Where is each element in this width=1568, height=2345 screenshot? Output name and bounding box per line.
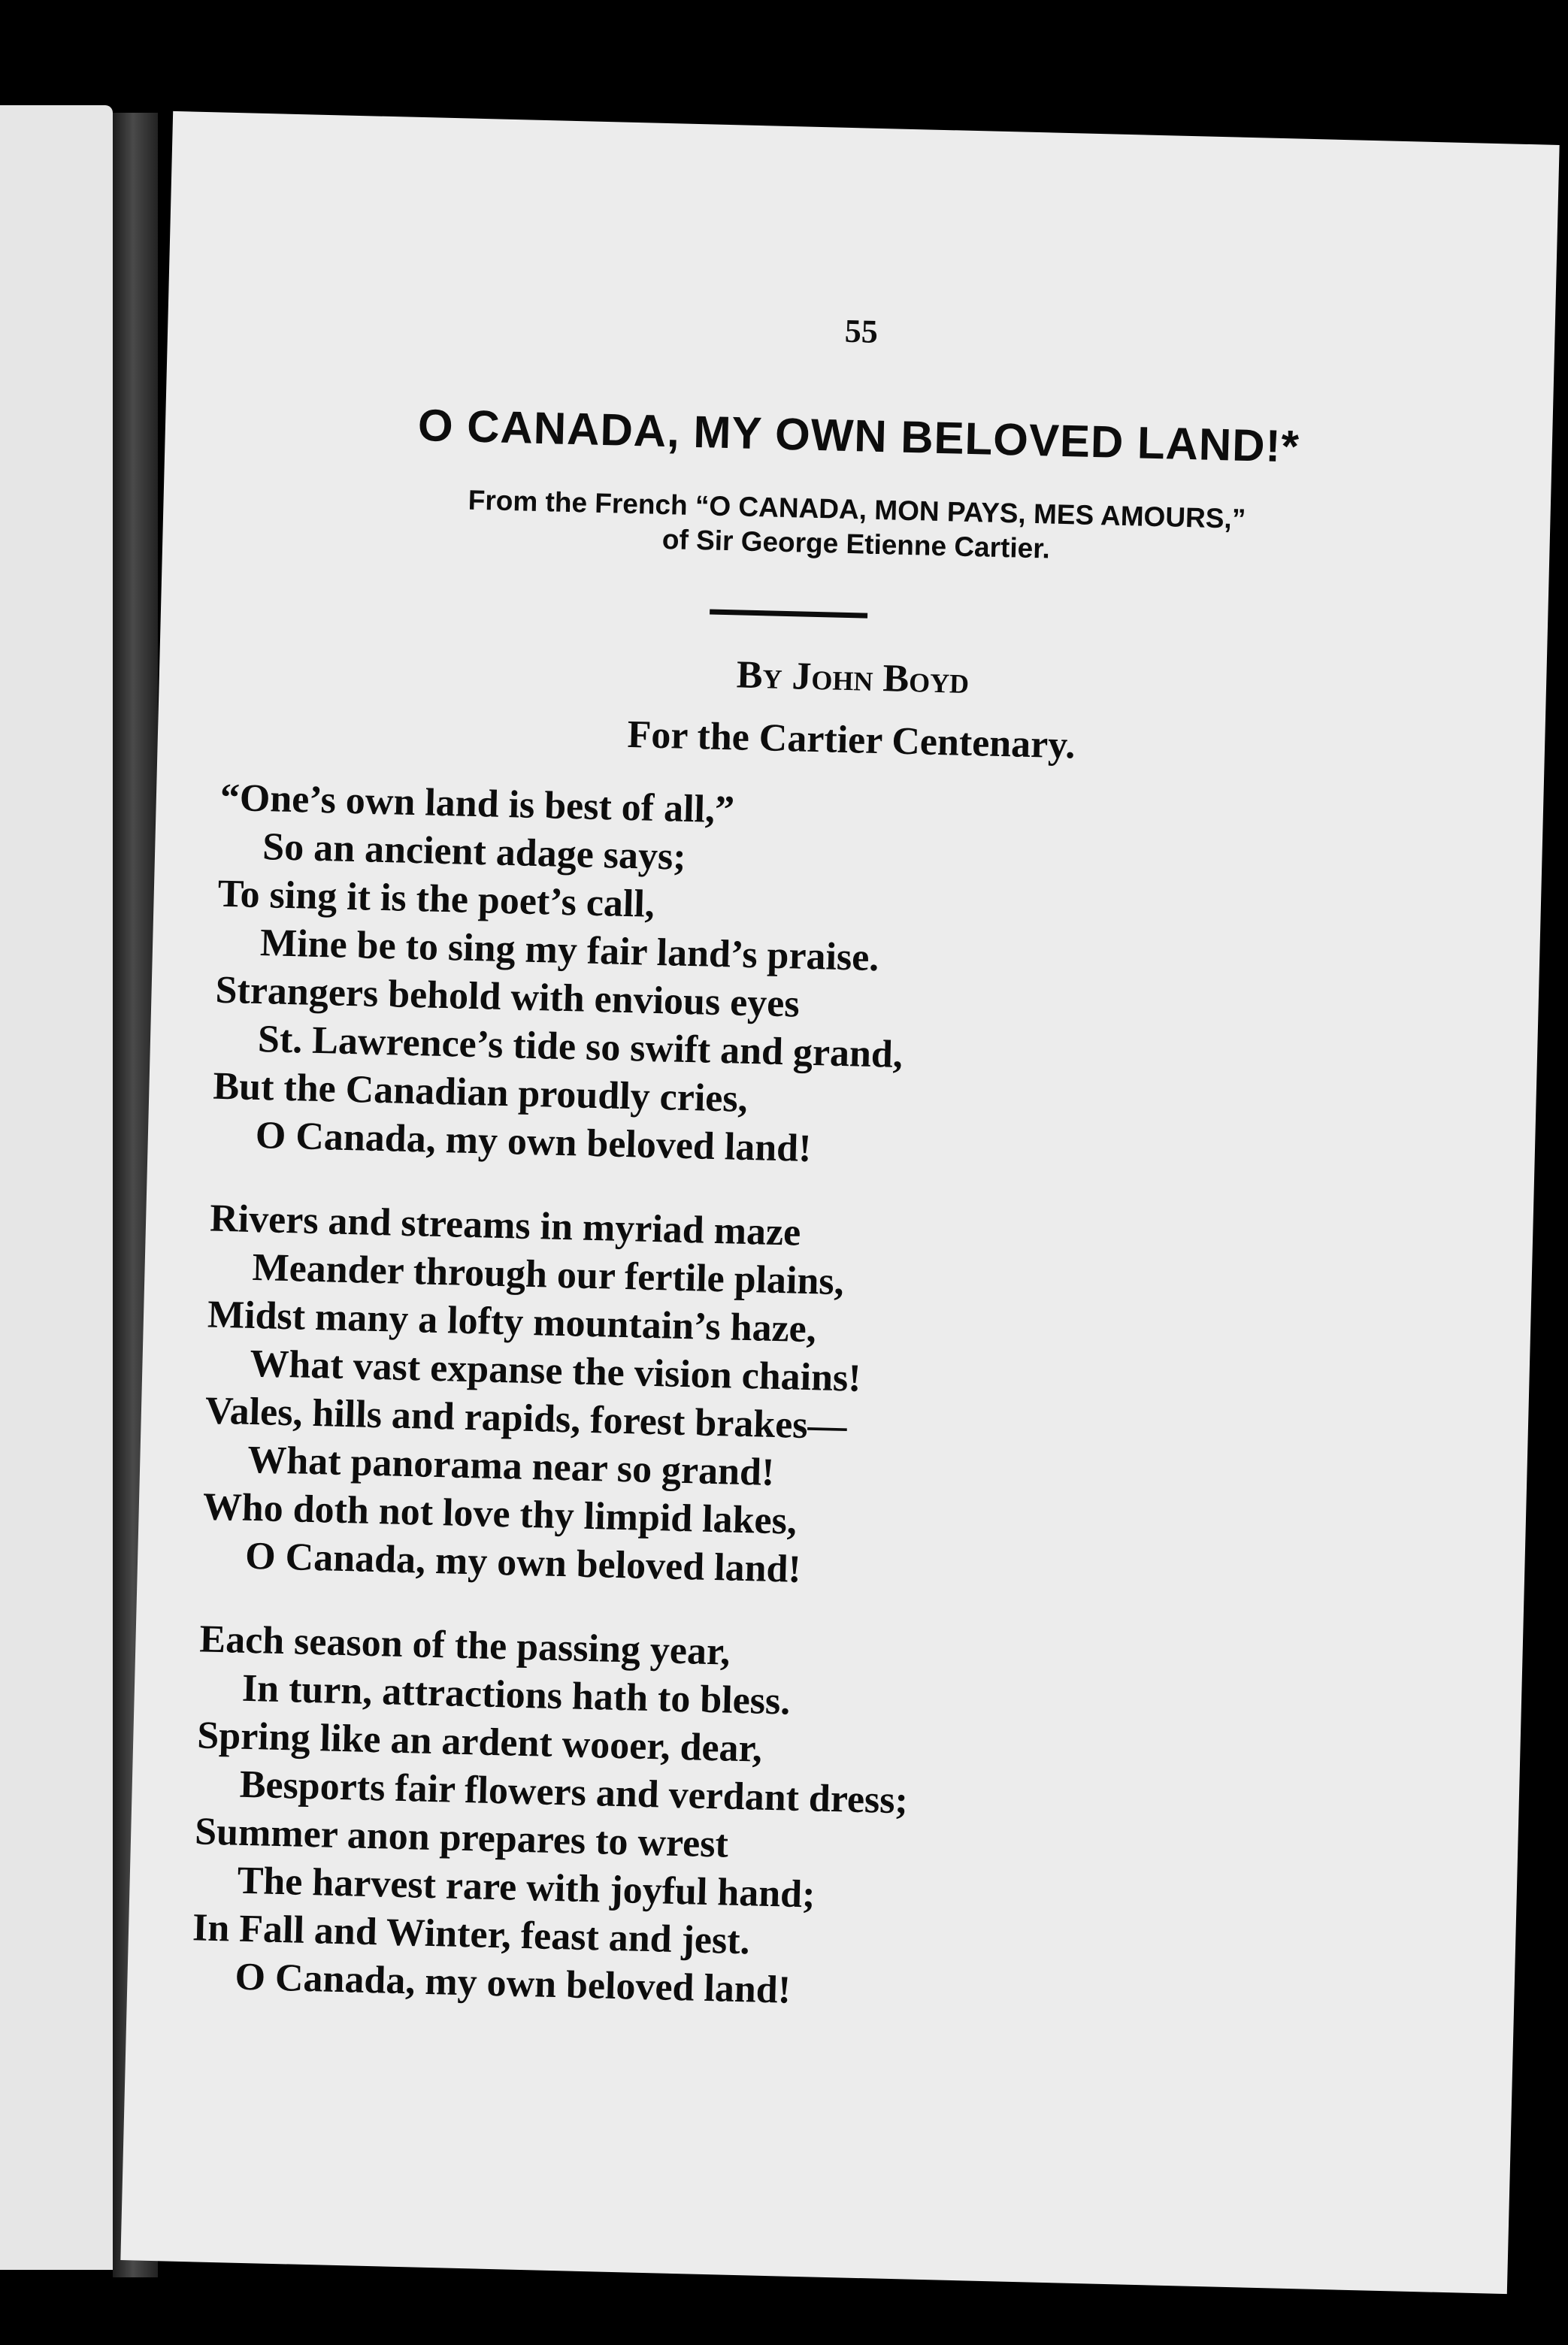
verse-line: In Fall and Winter, feast and jest.: [192, 1906, 751, 1963]
divider-rule: [710, 610, 867, 619]
verse-line: Strangers behold with envious eyes: [214, 968, 801, 1026]
verse-line: Midst many a lofty mountain’s haze,: [207, 1293, 817, 1351]
poem-stanza: [211, 774, 1498, 1190]
verse-line: But the Canadian proudly cries,: [212, 1064, 749, 1121]
author-byline: By John Boyd: [736, 653, 970, 702]
page-number: 55: [844, 312, 879, 350]
verse-line: Meander through our fertile plains,: [251, 1245, 845, 1304]
verse-line: So an ancient adage says;: [262, 825, 687, 879]
verse-line: Each season of the passing year,: [198, 1617, 731, 1674]
verse-line: Mine be to sing my fair land’s praise.: [259, 921, 880, 980]
verse-line: Rivers and streams in myriad maze: [209, 1197, 801, 1254]
book-page: [120, 111, 1559, 2294]
poem-title: O CANADA, MY OWN BELOVED LAND!*: [417, 399, 1300, 472]
verse-line: Vales, hills and rapids, forest brakes—: [204, 1389, 848, 1448]
source-note: [162, 476, 1551, 579]
verse-line: To sing it is the poet’s call,: [217, 872, 655, 926]
poem-stanza: [201, 1195, 1488, 1611]
verse-line: Besports fair flowers and verdant dress;: [239, 1763, 909, 1823]
verse-line: Who doth not love thy limpid lakes,: [202, 1485, 798, 1543]
occasion-subtitle: For the Cartier Centenary.: [626, 713, 1076, 767]
verse-line: St. Lawrence’s tide so swift and grand,: [257, 1018, 904, 1076]
verse-line: Spring like an ardent wooer, dear,: [196, 1714, 763, 1771]
left-page-edge: [0, 105, 113, 2270]
verse-line: The harvest rare with joyful hand;: [237, 1859, 816, 1917]
verse-line: What panorama near so grand!: [247, 1438, 775, 1494]
verse-line: O Canada, my own beloved land!: [255, 1113, 813, 1171]
poem-stanza: [191, 1615, 1478, 2031]
verse-line: “One’s own land is best of all,”: [219, 776, 735, 832]
verse-line: O Canada, my own beloved land!: [234, 1955, 792, 2012]
source-note-line: of Sir George Etienne Cartier.: [661, 523, 1051, 564]
verse-line: Summer anon prepares to wrest: [194, 1810, 729, 1866]
verse-line: In turn, attractions hath to bless.: [241, 1666, 791, 1723]
verse-line: O Canada, my own beloved land!: [244, 1534, 802, 1591]
source-note-line: From the French “O CANADA, MON PAYS, MES AMOURS,”: [468, 484, 1246, 534]
verse-line: What vast expanse the vision chains!: [249, 1342, 862, 1400]
